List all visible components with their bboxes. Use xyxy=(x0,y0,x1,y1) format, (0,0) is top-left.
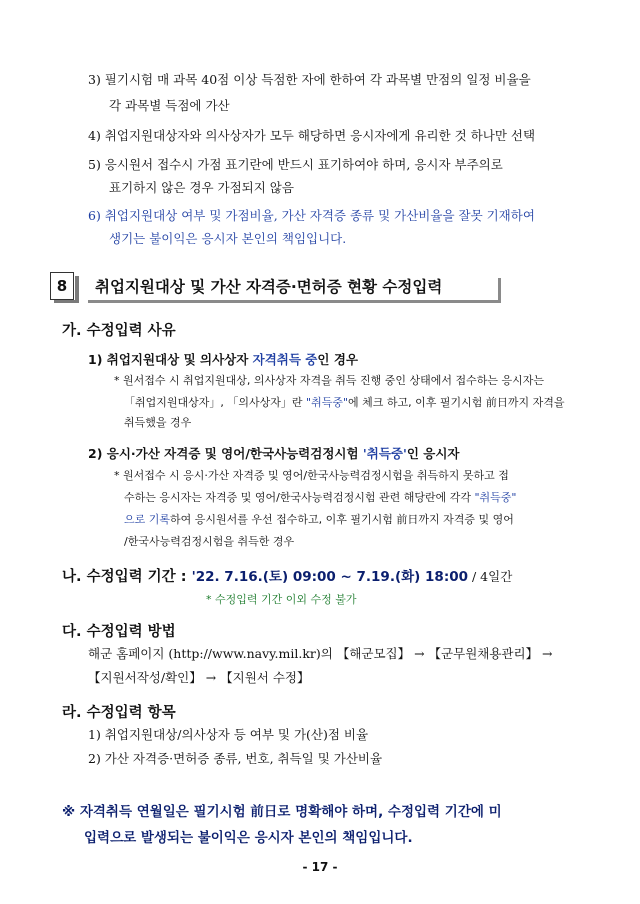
na-line xyxy=(62,565,512,586)
ga-sub2-heading: 2) 응시·가산 자격증 및 영어/한국사능력검정시험 '취득중'인 응시자 xyxy=(88,446,460,461)
list-item-4: 4) 취업지원대상자와 의사상자가 모두 해당하면 응시자에게 유리한 것 하나만 선택 xyxy=(88,128,536,143)
section-title-endbar xyxy=(498,278,501,303)
page-number: - 17 - xyxy=(302,860,338,874)
da-line1: 해군 홈페이지 (http://www.navy.mil.kr)의 【해군모집】 → 【군무원채용관리】 → xyxy=(88,646,553,661)
section-title: 취업지원대상 및 가산 자격증·면허증 현황 수정입력 xyxy=(95,278,443,296)
warning-line2: 입력으로 발생되는 불이익은 응시자 본인의 책임입니다. xyxy=(84,830,413,846)
section-number-box xyxy=(50,272,74,300)
ga-sub2-note-line4: /한국사능력검정시험을 취득한 경우 xyxy=(124,535,295,548)
section-number: 8 xyxy=(56,277,68,295)
na-duration: / 4일간 xyxy=(468,569,513,584)
list-item-6-line2: 생기는 불이익은 응시자 본인의 책임입니다. xyxy=(109,231,347,246)
ga-sub1-heading: 1) 취업지원대상 및 의사상자 자격취득 중인 경우 xyxy=(88,352,358,367)
list-item-3-line2: 각 과목별 득점에 가산 xyxy=(109,98,230,113)
na-period: '22. 7.16.(토) 09:00 ~ 7.19.(화) 18:00 xyxy=(191,569,469,585)
ga-sub1-note-line2: 「취업지원대상자」, 「의사상자」란 "취득중"에 체크 하고, 이후 필기시험 前日까지 자격을 xyxy=(124,396,565,409)
ga-sub1-note-line3: 취득했을 경우 xyxy=(124,416,192,429)
list-item-5-line2: 표기하지 않은 경우 가점되지 않음 xyxy=(109,180,294,195)
section-title-underline xyxy=(88,300,500,303)
heading-ga: 가. 수정입력 사유 xyxy=(62,323,176,339)
heading-na: 나. 수정입력 기간 : xyxy=(62,569,192,585)
ra-item-1: 1) 취업지원대상/의사상자 등 여부 및 가(산)점 비율 xyxy=(88,727,369,742)
da-line2: 【지원서작성/확인】 → 【지원서 수정】 xyxy=(88,670,310,685)
ga-sub1-note-line1: * 원서접수 시 취업지원대상, 의사상자 자격을 취득 진행 중인 상태에서 접수하는 응시자는 xyxy=(114,374,544,387)
ra-item-2: 2) 가산 자격증·면허증 종류, 번호, 취득일 및 가산비율 xyxy=(88,751,383,766)
heading-da: 다. 수정입력 방법 xyxy=(62,624,176,640)
list-item-5-line1: 5) 응시원서 접수시 가점 표기란에 반드시 표기하여야 하며, 응시자 부주의로 xyxy=(88,157,503,172)
warning-line1: ※ 자격취득 연월일은 필기시험 前日로 명확해야 하며, 수정입력 기간에 미 xyxy=(62,804,502,820)
list-item-6-line1: 6) 취업지원대상 여부 및 가점비율, 가산 자격증 종류 및 가산비율을 잘못 기재하여 xyxy=(88,208,535,223)
ga-sub2-note-line2: 수하는 응시자는 자격증 및 영어/한국사능력검정시험 관련 해당란에 각각 "취득중" xyxy=(124,491,517,504)
section-number-shadow-bottom xyxy=(54,300,79,303)
ga-sub2-highlight: '취득중' xyxy=(362,446,407,461)
ga-sub1-highlight: 자격취득 중 xyxy=(252,352,318,367)
ga-sub2-note-line1: * 원서접수 시 응시·가산 자격증 및 영어/한국사능력검정시험을 취득하지 못하고 접 xyxy=(114,469,509,482)
heading-ra: 라. 수정입력 항목 xyxy=(62,705,176,721)
section-number-shadow xyxy=(75,276,79,302)
ga-sub2-note-line3: 으로 기록하여 응시원서를 우선 접수하고, 이후 필기시험 前日까지 자격증 및 영어 xyxy=(124,513,514,526)
na-note: * 수정입력 기간 이외 수정 불가 xyxy=(206,593,357,606)
list-item-3-line1: 3) 필기시험 매 과목 40점 이상 득점한 자에 한하여 각 과목별 만점의 일정 비율을 xyxy=(88,72,531,87)
